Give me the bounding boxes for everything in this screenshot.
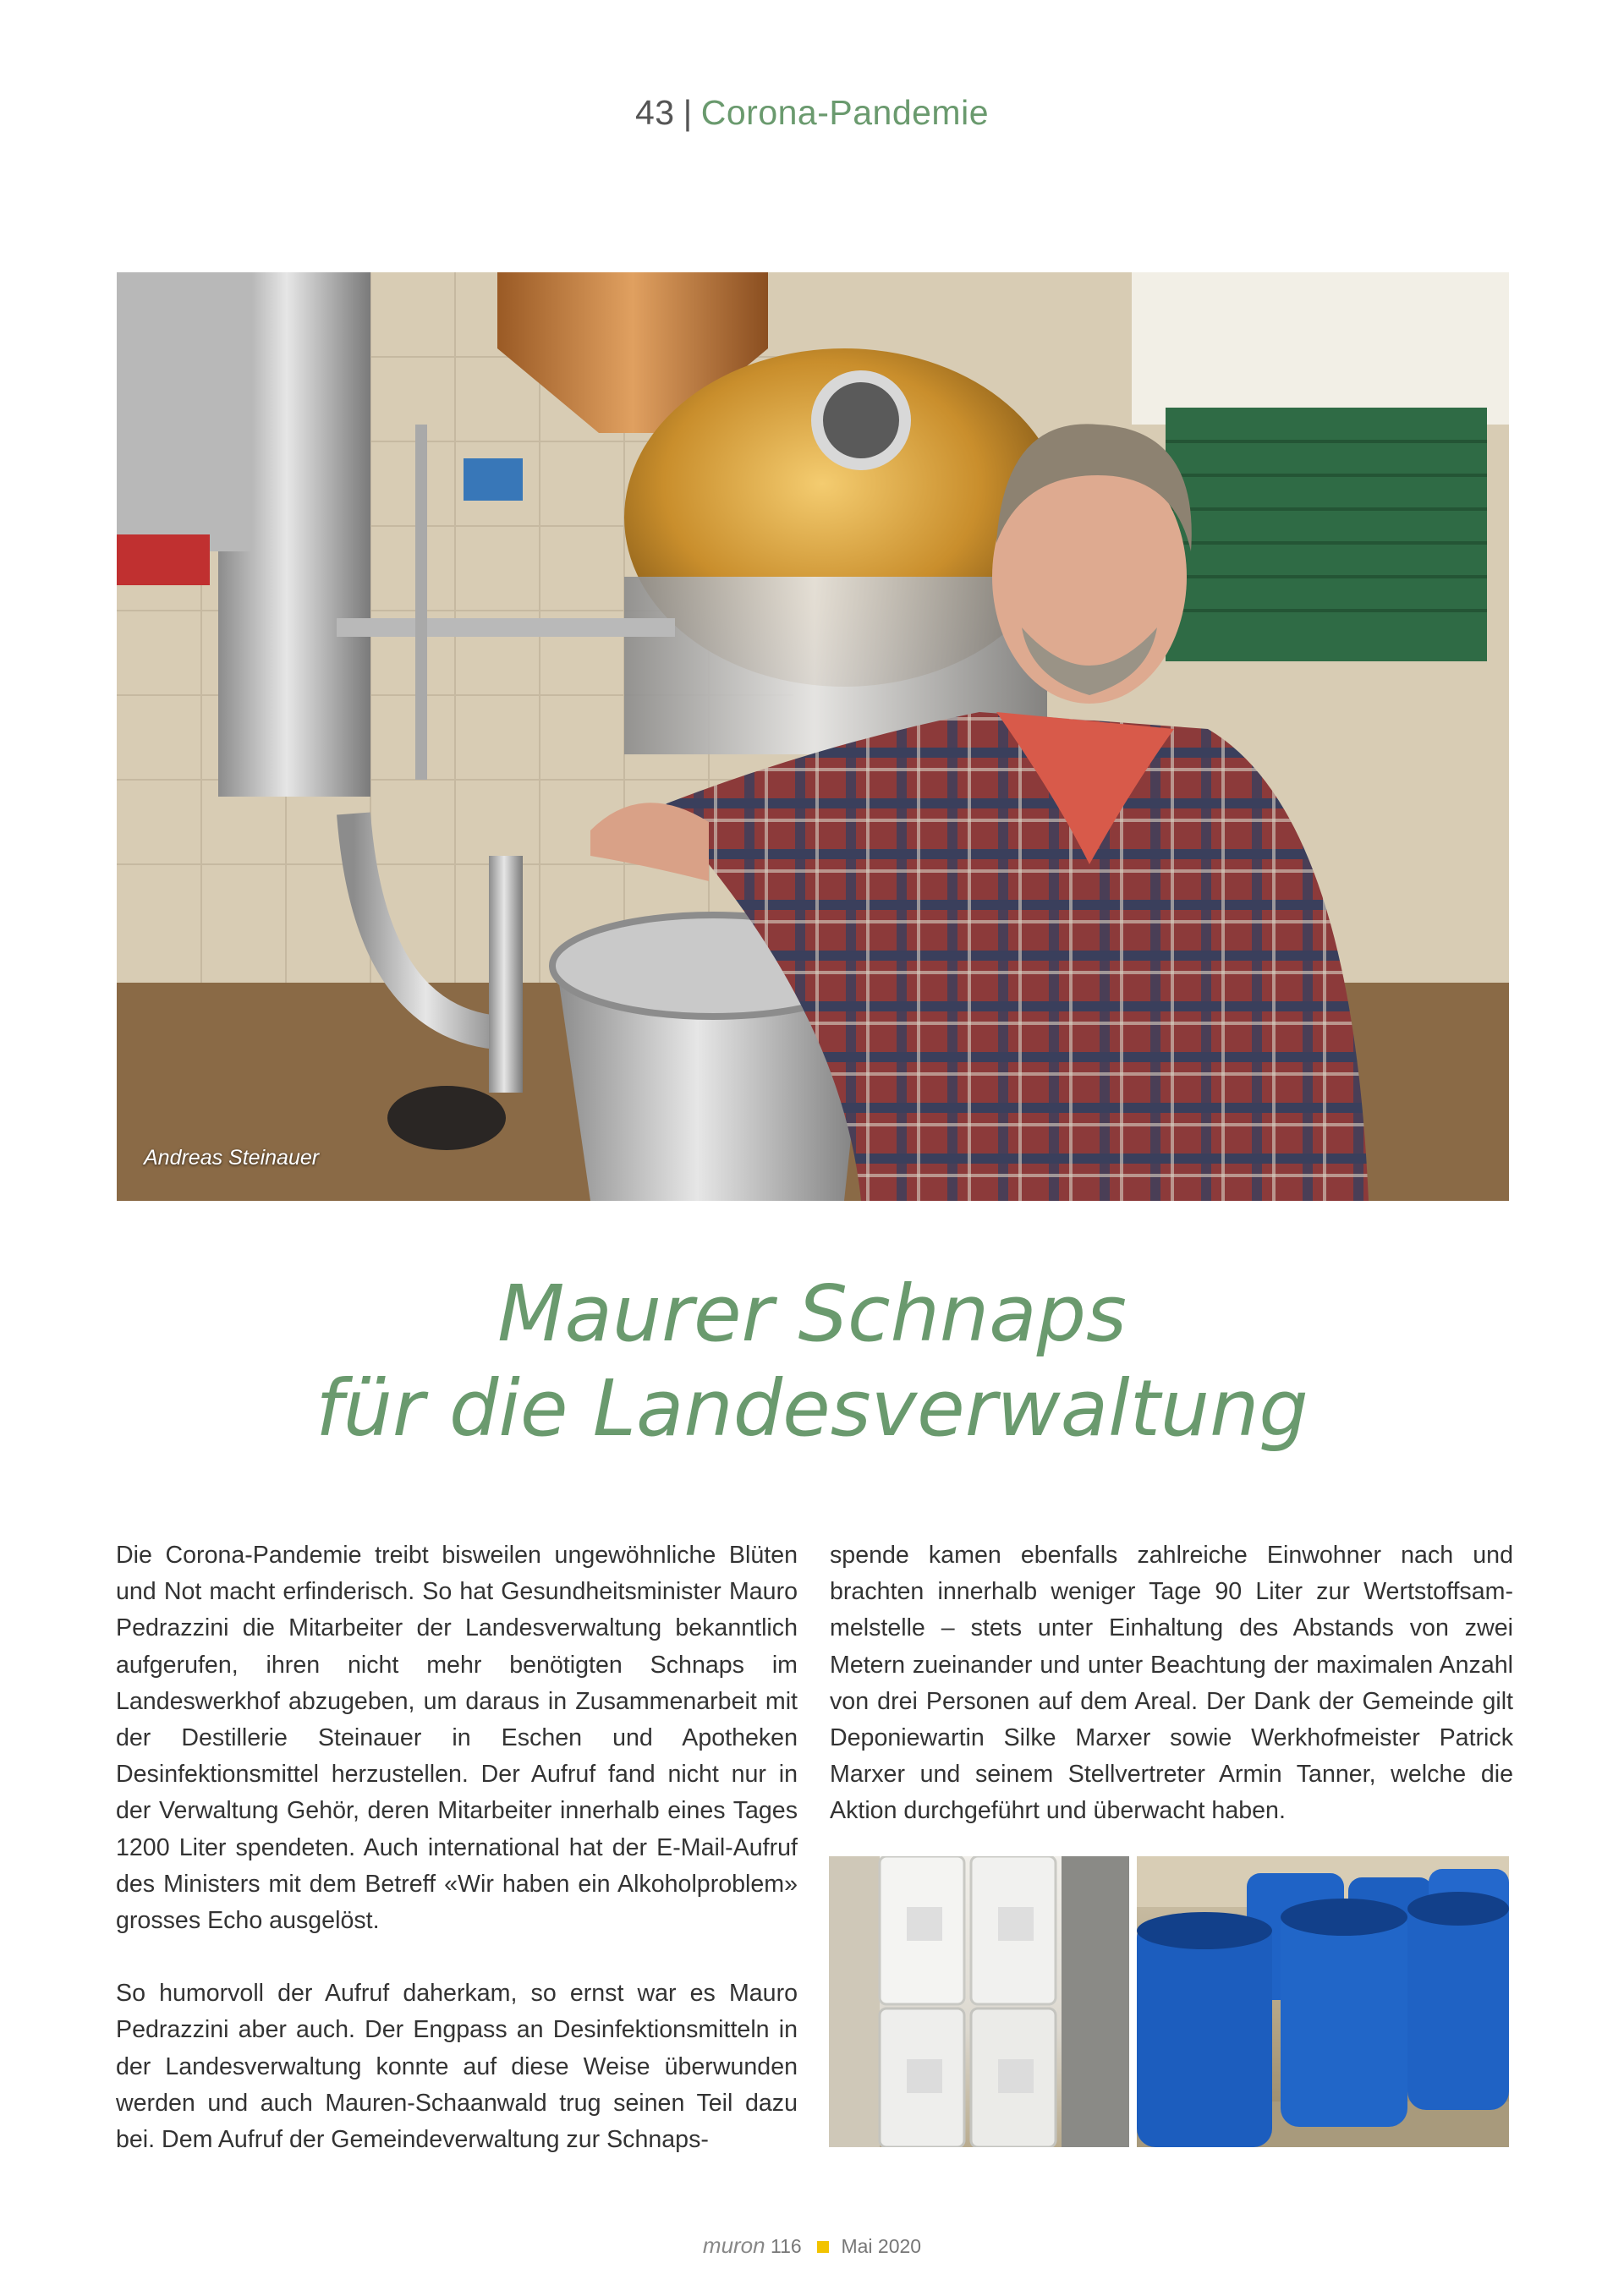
paragraph-1: Die Corona-Pandemie treibt bisweilen ungewöhnliche Blüten und Not macht erfinderisch. So hat Gesundheitsminister Mauro Pedrazzini die Mitarbeiter der Landesverwaltung bekanntlich aufgerufen, ihren nicht mehr benötigten Schnaps im Landeswerkhof abzugeben, um daraus in Zusammenarbeit mit der Destillerie Steinauer in Eschen und Apotheken Desinfektionsmittel herzustellen. Der Aufruf fand nicht nur in der Verwaltung Gehör, deren Mitarbeiter innerhalb eines Tages 1200 Liter spendeten. Auch international hat der E-Mail-Aufruf des Ministers mit dem Betreff «Wir haben ein Alkoholproblem» grosses Echo ausgelöst. (116, 1542, 798, 1935)
paragraph-2: So humorvoll der Aufruf daherkam, so ernst war es Mauro Pedrazzini aber auch. Der Engpass an Desinfektionsmitteln in der Landesverwaltung konnte auf diese Weise überwunden werden und auch Mauren-Schaanwald trug seinen Teil dazu bei. Dem Aufruf der Gemeindeverwaltung zur Schnaps- (116, 1980, 798, 2154)
photo-credit: Andreas Steinauer (144, 1146, 320, 1170)
magazine-brand: muron (702, 2233, 765, 2258)
distillery-scene-illustration (117, 272, 1509, 1201)
title-line-1: Maurer Schnaps (497, 1269, 1127, 1359)
article-column-left (116, 1537, 798, 2158)
section-title: Corona-Pandemie (700, 93, 989, 132)
article-column-right (830, 1537, 1513, 1830)
page-number: 43 (634, 93, 675, 132)
issue-number: 116 (771, 2235, 802, 2257)
title-line-2: für die Landesverwaltung (315, 1363, 1309, 1454)
footer-square-icon (817, 2241, 829, 2253)
canisters-photo (829, 1856, 1129, 2147)
barrels-photo (1137, 1856, 1509, 2147)
article-title (0, 1267, 1624, 1456)
page-footer (0, 2233, 1624, 2259)
canisters-illustration (829, 1856, 1129, 2147)
paragraph-3: spende kamen ebenfalls zahlreiche Einwohner nach und brachten innerhalb weniger Tage 90 Liter zur Wertstoffsammelstelle – stets unter Einhaltung des Abstands von zwei Metern zueinander und unter Beachtung der maximalen Anzahl von drei Personen auf dem Areal. Der Dank der Gemeinde gilt Deponiewartin Silke Marxer sowie Werkhofmeister Patrick Marxer und seinem Stellvertreter Armin Tanner, welche die Aktion durchgeführt und überwacht haben. (830, 1542, 1513, 1825)
header-separator: | (683, 93, 693, 132)
issue-date: Mai 2020 (841, 2235, 922, 2257)
barrels-illustration (1137, 1856, 1509, 2147)
hero-photo (117, 272, 1509, 1201)
page-header (0, 93, 1624, 133)
